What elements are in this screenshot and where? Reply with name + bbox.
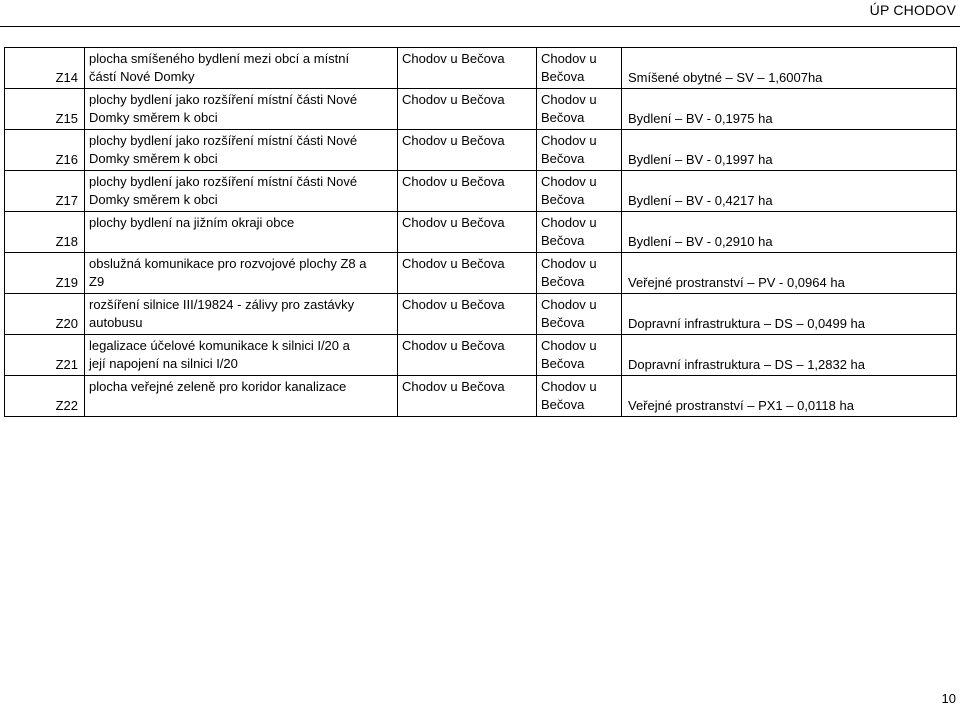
cadastral-area: Chodov u Bečova: [398, 335, 537, 376]
area-id: Z19: [5, 253, 85, 294]
cadastral-area: Chodov u Bečova: [398, 130, 537, 171]
municipality-line: Bečova: [541, 151, 585, 166]
cadastral-area: Chodov u Bečova: [398, 294, 537, 335]
municipality-line: Bečova: [541, 397, 585, 412]
municipality-line: Bečova: [541, 274, 585, 289]
description-line: částí Nové Domky: [89, 69, 195, 84]
municipality: [537, 376, 622, 417]
land-use: Veřejné prostranství – PV - 0,0964 ha: [622, 253, 957, 294]
development-areas-table: [4, 47, 957, 417]
municipality-line: Chodov u: [541, 92, 597, 107]
page-number: 10: [941, 691, 956, 706]
municipality-line: Bečova: [541, 110, 585, 125]
description-line: plochy bydlení jako rozšíření místní části Nové: [89, 174, 358, 189]
municipality: [537, 335, 622, 376]
area-id: Z17: [5, 171, 85, 212]
description-line: plochy bydlení na jižním okraji obce: [89, 215, 295, 230]
table-row: [5, 294, 957, 335]
municipality-line: Chodov u: [541, 256, 597, 271]
page-header-title: ÚP CHODOV: [869, 2, 956, 18]
municipality-line: Bečova: [541, 356, 585, 371]
table-row: [5, 212, 957, 253]
land-use: Bydlení – BV - 0,1997 ha: [622, 130, 957, 171]
cadastral-area: Chodov u Bečova: [398, 89, 537, 130]
area-id: Z18: [5, 212, 85, 253]
municipality: [537, 212, 622, 253]
municipality-line: Chodov u: [541, 51, 597, 66]
municipality-line: Chodov u: [541, 297, 597, 312]
description-line: Z9: [89, 274, 105, 289]
municipality: [537, 171, 622, 212]
table-row: [5, 171, 957, 212]
municipality-line: Bečova: [541, 315, 585, 330]
area-id: Z15: [5, 89, 85, 130]
table-row: [5, 130, 957, 171]
area-description: [85, 253, 398, 294]
area-description: [85, 48, 398, 89]
land-use: Bydlení – BV - 0,2910 ha: [622, 212, 957, 253]
description-line: Domky směrem k obci: [89, 192, 218, 207]
table-row: [5, 89, 957, 130]
municipality-line: Chodov u: [541, 338, 597, 353]
description-line: rozšíření silnice III/19824 - zálivy pro zastávky: [89, 297, 355, 312]
description-line: legalizace účelové komunikace k silnici I/20 a: [89, 338, 350, 353]
municipality: [537, 253, 622, 294]
area-description: [85, 130, 398, 171]
land-use: Dopravní infrastruktura – DS – 1,2832 ha: [622, 335, 957, 376]
area-description: [85, 335, 398, 376]
cadastral-area: Chodov u Bečova: [398, 171, 537, 212]
area-description: [85, 89, 398, 130]
municipality-line: Bečova: [541, 233, 585, 248]
municipality: [537, 48, 622, 89]
land-use: Bydlení – BV - 0,4217 ha: [622, 171, 957, 212]
table-row: [5, 335, 957, 376]
description-line: plocha smíšeného bydlení mezi obcí a místní: [89, 51, 350, 66]
cadastral-area: Chodov u Bečova: [398, 212, 537, 253]
land-use: Veřejné prostranství – PX1 – 0,0118 ha: [622, 376, 957, 417]
municipality-line: Chodov u: [541, 174, 597, 189]
table-row: [5, 48, 957, 89]
description-line: autobusu: [89, 315, 143, 330]
area-description: [85, 171, 398, 212]
municipality: [537, 294, 622, 335]
area-description: [85, 294, 398, 335]
cadastral-area: Chodov u Bečova: [398, 253, 537, 294]
municipality: [537, 89, 622, 130]
area-description: [85, 376, 398, 417]
description-line: Domky směrem k obci: [89, 110, 218, 125]
municipality-line: Chodov u: [541, 133, 597, 148]
land-use: Dopravní infrastruktura – DS – 0,0499 ha: [622, 294, 957, 335]
municipality: [537, 130, 622, 171]
cadastral-area: Chodov u Bečova: [398, 48, 537, 89]
cadastral-area: Chodov u Bečova: [398, 376, 537, 417]
area-id: Z20: [5, 294, 85, 335]
description-line: plochy bydlení jako rozšíření místní části Nové: [89, 133, 358, 148]
area-id: Z21: [5, 335, 85, 376]
area-id: Z14: [5, 48, 85, 89]
municipality-line: Chodov u: [541, 215, 597, 230]
municipality-line: Bečova: [541, 192, 585, 207]
description-line: plochy bydlení jako rozšíření místní části Nové: [89, 92, 358, 107]
land-use: Smíšené obytné – SV – 1,6007ha: [622, 48, 957, 89]
table-body: [5, 48, 957, 417]
area-id: Z16: [5, 130, 85, 171]
area-description: [85, 212, 398, 253]
description-line: obslužná komunikace pro rozvojové plochy Z8 a: [89, 256, 367, 271]
header-divider: [0, 26, 960, 27]
description-line: Domky směrem k obci: [89, 151, 218, 166]
description-line: plocha veřejné zeleně pro koridor kanalizace: [89, 379, 347, 394]
area-id: Z22: [5, 376, 85, 417]
municipality-line: Bečova: [541, 69, 585, 84]
municipality-line: Chodov u: [541, 379, 597, 394]
land-use: Bydlení – BV - 0,1975 ha: [622, 89, 957, 130]
description-line: její napojení na silnici I/20: [89, 356, 238, 371]
table-row: [5, 376, 957, 417]
table-row: [5, 253, 957, 294]
